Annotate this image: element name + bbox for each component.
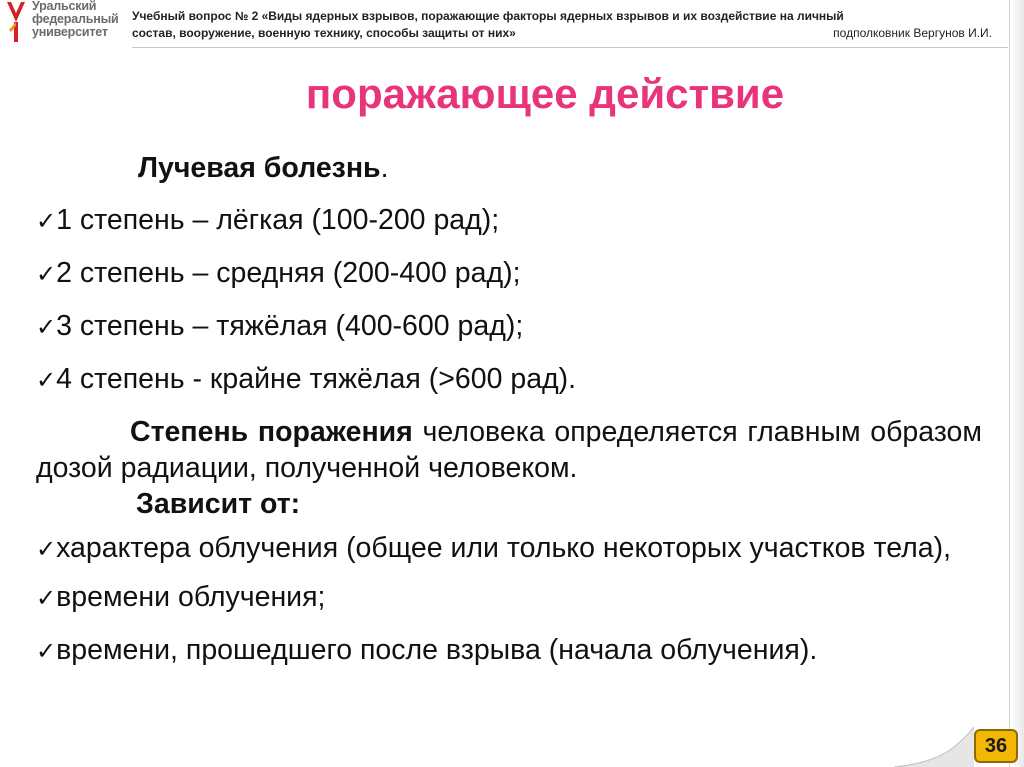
university-name xyxy=(32,0,119,39)
check-icon: ✓ xyxy=(36,207,57,235)
lecture-topic-line: Учебный вопрос № 2 «Виды ядерных взрывов, поражающие факторы ядерных взрывов и их воздействие на личный xyxy=(132,9,844,23)
check-icon: ✓ xyxy=(36,260,57,288)
slide-header xyxy=(0,0,1024,52)
university-name-line: федеральный xyxy=(32,12,119,26)
degree-item xyxy=(36,361,982,398)
slide-title: поражающее действие xyxy=(305,70,785,117)
slide-content xyxy=(36,150,982,685)
university-name-line: университет xyxy=(32,25,108,39)
damage-paragraph xyxy=(36,414,982,486)
factor-text: времени, прошедшего после взрыва (начала облучения). xyxy=(56,634,818,666)
header-divider xyxy=(132,47,1008,48)
degree-item xyxy=(36,308,982,345)
section-heading xyxy=(36,150,982,186)
degree-item xyxy=(36,255,982,292)
depends-heading: Зависит от: xyxy=(136,488,301,520)
page-number: 36 xyxy=(974,729,1018,763)
author-name: подполковник Вергунов И.И. xyxy=(833,26,992,40)
degree-item xyxy=(36,202,982,239)
lecture-topic-line: состав, вооружение, военную технику, способы защиты от них» xyxy=(132,26,516,40)
check-icon: ✓ xyxy=(36,637,57,665)
page-curl-decoration xyxy=(894,727,974,767)
damage-paragraph-text: человека определяется главным образом дозой радиации, полученной человеком. xyxy=(36,416,982,484)
urfu-logo-icon xyxy=(4,0,28,44)
degree-text: 3 степень – тяжёлая (400-600 рад); xyxy=(56,310,524,342)
lecture-topic-line-2 xyxy=(132,25,992,42)
degree-text: 2 степень – средняя (200-400 рад); xyxy=(56,257,521,289)
factor-text: времени облучения; xyxy=(56,581,326,613)
factor-item xyxy=(36,632,982,669)
degree-text: 1 степень – лёгкая (100-200 рад); xyxy=(56,204,500,236)
lecture-topic xyxy=(132,8,992,42)
check-icon: ✓ xyxy=(36,584,57,612)
factor-item xyxy=(36,579,982,616)
factor-item xyxy=(36,530,982,567)
section-heading-tail: . xyxy=(380,152,389,184)
check-icon: ✓ xyxy=(36,366,57,394)
university-name-line: Уральский xyxy=(32,0,97,13)
degree-text: 4 степень - крайне тяжёлая (>600 рад). xyxy=(56,363,577,395)
check-icon: ✓ xyxy=(36,535,57,563)
university-logo xyxy=(4,0,124,44)
check-icon: ✓ xyxy=(36,313,57,341)
factor-text: характера облучения (общее или только некоторых участков тела), xyxy=(56,532,952,564)
section-heading-text: Лучевая болезнь xyxy=(138,152,381,184)
damage-paragraph-lead: Степень поражения xyxy=(130,416,413,448)
